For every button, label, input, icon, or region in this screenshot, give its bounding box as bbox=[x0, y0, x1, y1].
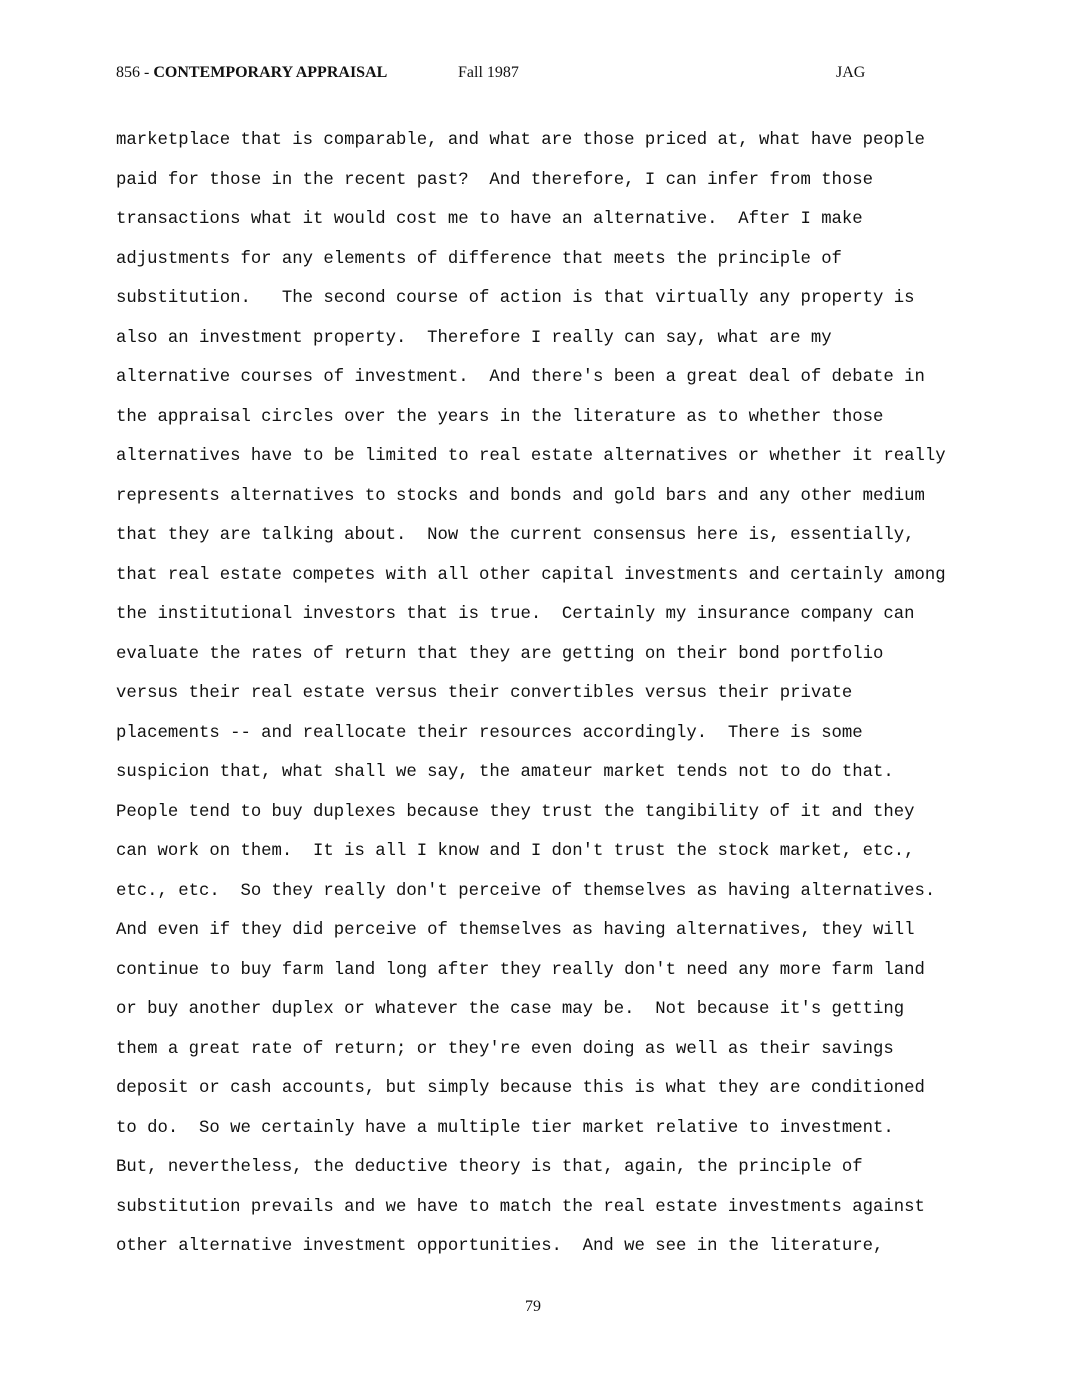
text-line: adjustments for any elements of difference that meets the principle of bbox=[116, 249, 842, 269]
text-line: can work on them. It is all I know and I don't trust the stock market, etc., bbox=[116, 842, 915, 861]
text-line: represents alternatives to stocks and bonds and gold bars and any other medium bbox=[116, 486, 925, 506]
text-line: People tend to buy duplexes because they trust the tangibility of it and they bbox=[116, 802, 915, 822]
page-number: 79 bbox=[525, 1298, 541, 1315]
text-line: And even if they did perceive of themselves as having alternatives, they will bbox=[116, 921, 915, 940]
text-line: substitution. The second course of action is that virtually any property is bbox=[116, 289, 915, 308]
text-line: suspicion that, what shall we say, the amateur market tends not to do that. bbox=[116, 763, 894, 782]
text-line: them a great rate of return; or they're even doing as well as their savings bbox=[116, 1039, 894, 1059]
page-header bbox=[116, 62, 956, 86]
text-line: paid for those in the recent past? And therefore, I can infer from those bbox=[116, 170, 874, 190]
text-line: the institutional investors that is true. Certainly my insurance company can bbox=[116, 605, 915, 624]
text-line: evaluate the rates of return that they are getting on their bond portfolio bbox=[116, 644, 884, 664]
text-line: But, nevertheless, the deductive theory is that, again, the principle of bbox=[116, 1158, 863, 1177]
transcript-body bbox=[116, 121, 956, 1267]
author-initials: JAG bbox=[836, 64, 866, 81]
text-line: also an investment property. Therefore I really can say, what are my bbox=[116, 328, 832, 348]
text-line: that real estate competes with all other capital investments and certainly among bbox=[116, 565, 946, 585]
text-line: continue to buy farm land long after they really don't need any more farm land bbox=[116, 960, 925, 980]
course-heading bbox=[116, 62, 387, 84]
text-line: other alternative investment opportunities. And we see in the literature, bbox=[116, 1237, 884, 1256]
text-line: alternative courses of investment. And there's been a great deal of debate in bbox=[116, 368, 925, 387]
course-number: 856 - bbox=[116, 64, 154, 81]
course-title: CONTEMPORARY APPRAISAL bbox=[153, 64, 388, 81]
term-label: Fall 1987 bbox=[458, 64, 519, 81]
text-line: or buy another duplex or whatever the case may be. Not because it's getting bbox=[116, 1000, 905, 1019]
text-line: transactions what it would cost me to have an alternative. After I make bbox=[116, 210, 863, 229]
text-line: marketplace that is comparable, and what are those priced at, what have people bbox=[116, 131, 925, 150]
text-line: etc., etc. So they really don't perceive of themselves as having alternatives. bbox=[116, 881, 936, 901]
text-line: that they are talking about. Now the current consensus here is, essentially, bbox=[116, 526, 915, 545]
text-line: the appraisal circles over the years in the literature as to whether those bbox=[116, 407, 884, 427]
text-line: placements -- and reallocate their resources accordingly. There is some bbox=[116, 723, 863, 743]
text-line: deposit or cash accounts, but simply because this is what they are conditioned bbox=[116, 1079, 925, 1098]
text-line: versus their real estate versus their convertibles versus their private bbox=[116, 684, 853, 703]
text-line: to do. So we certainly have a multiple tier market relative to investment. bbox=[116, 1118, 894, 1138]
text-line: substitution prevails and we have to match the real estate investments against bbox=[116, 1197, 925, 1217]
text-line: alternatives have to be limited to real estate alternatives or whether it really bbox=[116, 447, 946, 466]
